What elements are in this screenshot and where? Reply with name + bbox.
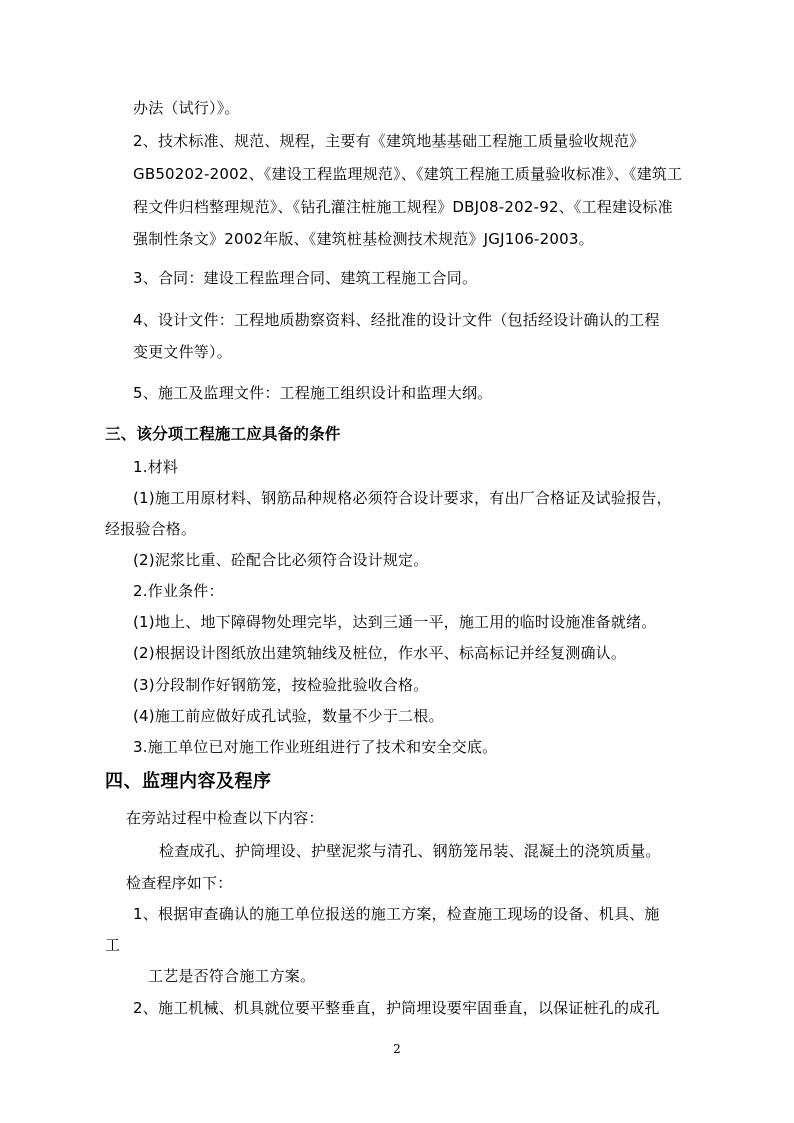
text-line: 工艺是否符合施工方案。 [148,967,316,985]
text-line: 强制性条文》2002年版、《建筑桩基检测技术规范》JGJ106-2003。 [133,230,594,248]
text-line: 2.作业条件： [133,582,224,600]
text-line: (1)地上、地下障碍物处理完毕，达到三通一平，施工用的临时设施准备就绪。 [133,613,657,631]
text-line: 程文件归档整理规范》、《钻孔灌注桩施工规程》DBJ08-202-92、《工程建设标准 [133,198,673,216]
text-line: (1)施工用原材料、钢筋品种规格必须符合设计要求，有出厂合格证及试验报告， [133,489,672,507]
text-line: (3)分段制作好钢筋笼，按检验批验收合格。 [133,676,429,694]
text-line: GB50202-2002、《建设工程监理规范》、《建筑工程施工质量验收标准》、《建筑工 [133,165,683,183]
text-line: 5、施工及监理文件：工程施工组织设计和监理大纲。 [133,384,493,402]
text-line: 在旁站过程中检查以下内容： [126,809,324,827]
text-line: 检查程序如下： [126,874,233,892]
text-line: 2、施工机械、机具就位要平整垂直，护筒埋设要牢固垂直，以保证桩孔的成孔 [133,999,660,1017]
text-line: (2)根据设计图纸放出建筑轴线及桩位，作水平、标高标记并经复测确认。 [133,644,627,662]
text-line: 1、根据审查确认的施工单位报送的施工方案，检查施工现场的设备、机具、施 [133,905,660,923]
text-line: 办法（试行）》。 [133,99,240,117]
text-line: 3、合同：建设工程监理合同、建筑工程施工合同。 [133,269,478,287]
text-line: 4、设计文件：工程地质勘察资料、经批准的设计文件（包括经设计确认的工程 [133,311,660,329]
text-line: (2)泥浆比重、砼配合比必须符合设计规定。 [133,551,429,569]
text-line: (4)施工前应做好成孔试验，数量不少于二根。 [133,707,444,725]
section-heading: 三、该分项工程施工应具备的条件 [105,425,341,443]
page-number: 2 [393,1042,401,1056]
text-line: 工 [105,936,121,954]
text-line: 1.材料 [133,458,179,476]
text-line: 3.施工单位已对施工作业班组进行了技术和安全交底。 [133,738,498,756]
text-line: 变更文件等）。 [133,343,232,361]
text-line: 检查成孔、护筒埋设、护壁泥浆与清孔、钢筋笼吊装、混凝土的浇筑质量。 [159,842,661,860]
section-heading: 四、监理内容及程序 [105,771,272,792]
text-line: 2、技术标准、规范、规程，主要有《建筑地基基础工程施工质量验收规范》 [133,132,645,150]
text-line: 经报验合格。 [105,520,197,538]
